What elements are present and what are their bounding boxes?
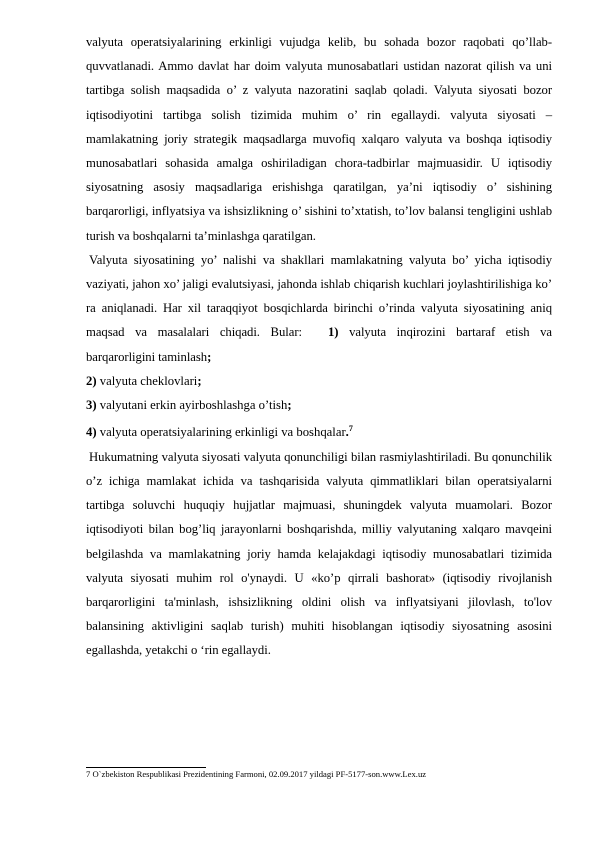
list-item-4 <box>86 417 552 444</box>
paragraph-3: Hukumatning valyuta siyosati valyuta qonunchiligi bilan rasmiylashtiriladi. Bu qonunchilik o’z ichiga mamlakat ichida va tashqarisida valyuta qimmatliklari bilan operatsiyalarni tartibga soluvchi huquqiy hujjatlar majmuasi, shuningdek valyuta muamolari. Bozor iqtisodiyoti bilan bog’liq jarayonlarni boshqarishda, milliy valyutaning xalqaro mavqeini belgilashda va mamlakatning joriy hamda kelajakdagi iqtisodiy munosabatlari tizimida valyuta siyosati muhim rol o'ynaydi. U «ko’p qirrali bashorat» (iqtisodiy rivojlanish barqarorligini ta'minlash, ishsizlikning oldini olish va inflyatsiyani jilovlash, to'lov balansining aktivligini saqlab turish) muhiti hisoblangan iqtisodiy siyosatning asosini egallashda, yetakchi o ‘rin egallaydi. <box>86 449 552 658</box>
list-item-3 <box>86 393 552 417</box>
list-item-2 <box>86 369 552 393</box>
list-item-3-text: valyutani erkin ayirboshlashga o’tish <box>96 398 288 413</box>
list-item-4-end: . <box>345 425 349 440</box>
list-item-1-end: ; <box>207 349 212 364</box>
paragraph-2-text: Valyuta siyosatining yo’ nalishi va shakllari mamlakatning valyuta bo’ yicha iqtisodiy vaziyati, jahon xo’ jaligi evalutsiyasi, jahonda ishlab chiqarish kuchlari joylashtirilishiga ko’ ra aniqlanadi. Har xil taraqqiyot bosqichlarda birinchi o’rinda valyuta siyosatining aniq maqsad va masalalari chiqadi. Bular: <box>86 252 552 340</box>
list-number-1: 1) <box>327 325 339 340</box>
list-item-3-end: ; <box>287 398 292 413</box>
list-item-4-text: valyuta operatsiyalarining erkinligi va boshqalar <box>96 425 346 440</box>
footnote-text: 7 O`zbekiston Respublikasi Prezidentining Farmoni, 02.09.2017 yildagi PF-5177-son.www.Lex.uz <box>86 769 427 779</box>
paragraph-1: valyuta operatsiyalarining erkinligi vujudga kelib, bu sohada bozor raqobati qo’llab-quvvatlanadi. Ammo davlat har doim valyuta munosabatlari ustidan nazorat qilish va uni tartibga solish maqsadida o’ z valyuta nazoratini saqlab qoladi. Valyuta siyosati bozor iqtisodiyotini tartibga solish tizimida muhim o’ rin egallaydi. valyuta siyosati – mamlakatning joriy strategik maqsadlarga muvofiq xalqaro valyuta va boshqa iqtisodiy munosabatlari sohasida amalga oshiriladigan chora-tadbirlar majmuasidir. U iqtisodiy siyosatning asosiy maqsadlariga erishishga qaratilgan, ya’ni iqtisodiy o’ sishining barqarorligi, inflyatsiya va ishsizlikning o’ sishini to’xtatish, to’lov balansi tengligini ushlab turish va boshqalarni ta’minlashga qaratilgan. <box>86 35 552 243</box>
list-item-2-text: valyuta cheklovlari <box>96 373 198 388</box>
footnote-separator <box>86 767 206 768</box>
list-item-2-end: ; <box>197 373 202 388</box>
list-number-4: 4) <box>86 425 97 440</box>
list-number-3: 3) <box>86 398 97 413</box>
paragraph-2 <box>86 248 552 369</box>
list-number-2: 2) <box>86 373 97 388</box>
footnote-reference: 7 <box>348 424 353 434</box>
document-page <box>86 30 552 663</box>
list-item-1-text: valyuta inqirozini bartaraf etish va barqarorligini taminlash <box>86 325 552 364</box>
